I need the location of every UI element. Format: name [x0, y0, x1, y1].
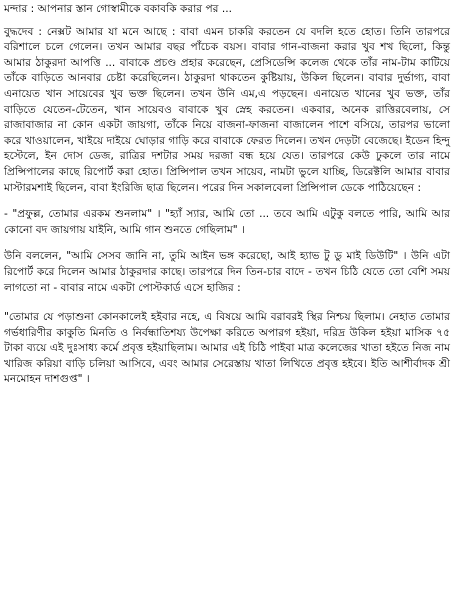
intro-line: মন্দার : আপনার স্তান গোস্বামীকে বকাবকি করার পর ... — [4, 3, 232, 15]
dialogue-paragraph: - "প্রফুল্ল, তোমার এরকম শুনলাম" । "হ্যাঁ স্যার, আমি তো ... তবে আমি এটুকু বলতে পারি, আমি আর কোনো বদ জায়গায় যাইনি, আমি গান শুনতে গেছিলাম" । — [4, 208, 450, 236]
spacer — [4, 296, 450, 310]
spacer — [4, 196, 450, 207]
body-paragraph-1: বুদ্ধদেব : নেক্সট আমার যা মনে আছে : বাবা এমন চাকরি করতেন যে বদলি হতে হোত। তিনি তারপরে বরিশালে চলে গেলেন। তখন আমার বছর পাঁচেক বয়স। বাবার গান-বাজনা করার খুব শখ ছিলো, কিন্তু আমার ঠাকুরদা আপত্তি ... বাবাকে প্রচণ্ড প্রহার করেছেন, প্রেসিডেন্সি কলেজ থেকে তাঁর নাম-টাম কাটিয়ে তাঁকে বাড়িতে আনবার চেষ্টা করেছিলেন। ঠাকুরদা থাকতেন কুষ্টিয়ায়, উকিল ছিলেন। বাবার দুর্ভাগ্য, বাবা এনায়েত খান সায়েবের খুব ভক্ত ছিলেন। তখন উনি এম,এ পড়ছেন। এনায়েত খানের খুব ভক্ত, তাঁর বাড়িতে যেতেন-টেতেন, খান সায়েবও বাবাকে খুব স্নেহ করতেন। একবার, অনেক রাত্তিরবেলায়, সে রাজাবাজার না কোন একটা জায়গা, তাঁকে নিয়ে বাজনা-ফাজনা বাজালেন পাশে বসিয়ে, তারপর ভালো করে খাওয়ালেন, খাইয়ে দাইয়ে ঘোড়ার গাড়ি করে বাবাকে ফেরত দিলেন। তখন দেড়টা বেজেছে। ইডেন হিন্দু হস্টেলে, ইন দোস ডেজ, রাত্রির দশটার সময় দরজা বন্ধ হয়ে যেত। তারপরে কেউ ঢুকলে তার নামে প্রিন্সিপালের কাছে রিপোর্ট করা হোত। প্রিন্সিপাল তখন সায়েব, নামটা ভুলে যাচ্ছি, ডিরেক্টলি আমার বাবার মাস্টারমশাই ছিলেন, বাবা ইংরিজি ছাত্র ছিলেন। পরের দিন সকালবেলা প্রিন্সিপাল ডেকে পাঠিয়েছেন : — [4, 25, 450, 194]
letter-paragraph: "তোমার যে পড়াশুনা কোনকালেই হইবার নহে, এ বিষয়ে আমি বরাবরই স্থির নিশ্চয় ছিলাম। নেহাত তোমার গর্ভধারিণীর কাকুতি মিনতি ও নির্বন্ধাতিশয্য উপেক্ষা করিতে অপারগ হইয়া, দরিদ্র উকিল হইয়া মাসিক ৭৫ টাকা ব্যয়ে এই দুঃসাধ্য কর্মে প্রবৃত্ত হইয়াছিলাম। আমার এই চিঠি পাইবা মাত্র কলেজের খাতা হইতে নিজ নাম খারিজ করিয়া বাড়ি চলিয়া আসিবে, এবং আমার সেরেস্তায় খাতা লিখিতে প্রবৃত্ত হইবে। ইতি আশীর্বাদক শ্রী মনমোহন দাশগুপ্ত" । — [4, 311, 450, 386]
spacer — [4, 18, 450, 25]
spacer — [4, 238, 450, 249]
body-paragraph-2: উনি বললেন, "আমি সেসব জানি না, তুমি আইন ভঙ্গ করেছো, আই হ্যাভ টু ডু মাই ডিউটি" । উনি এটা রিপোর্ট করে দিলেন আমার ঠাকুরদার কাছে। তারপরে দিন তিন-চার বাদে - তখন চিঠি যেতে তো বেশি সময় লাগতো না - বাবার নামে একটা পোস্টকার্ড এসে হাজির : — [4, 250, 450, 294]
